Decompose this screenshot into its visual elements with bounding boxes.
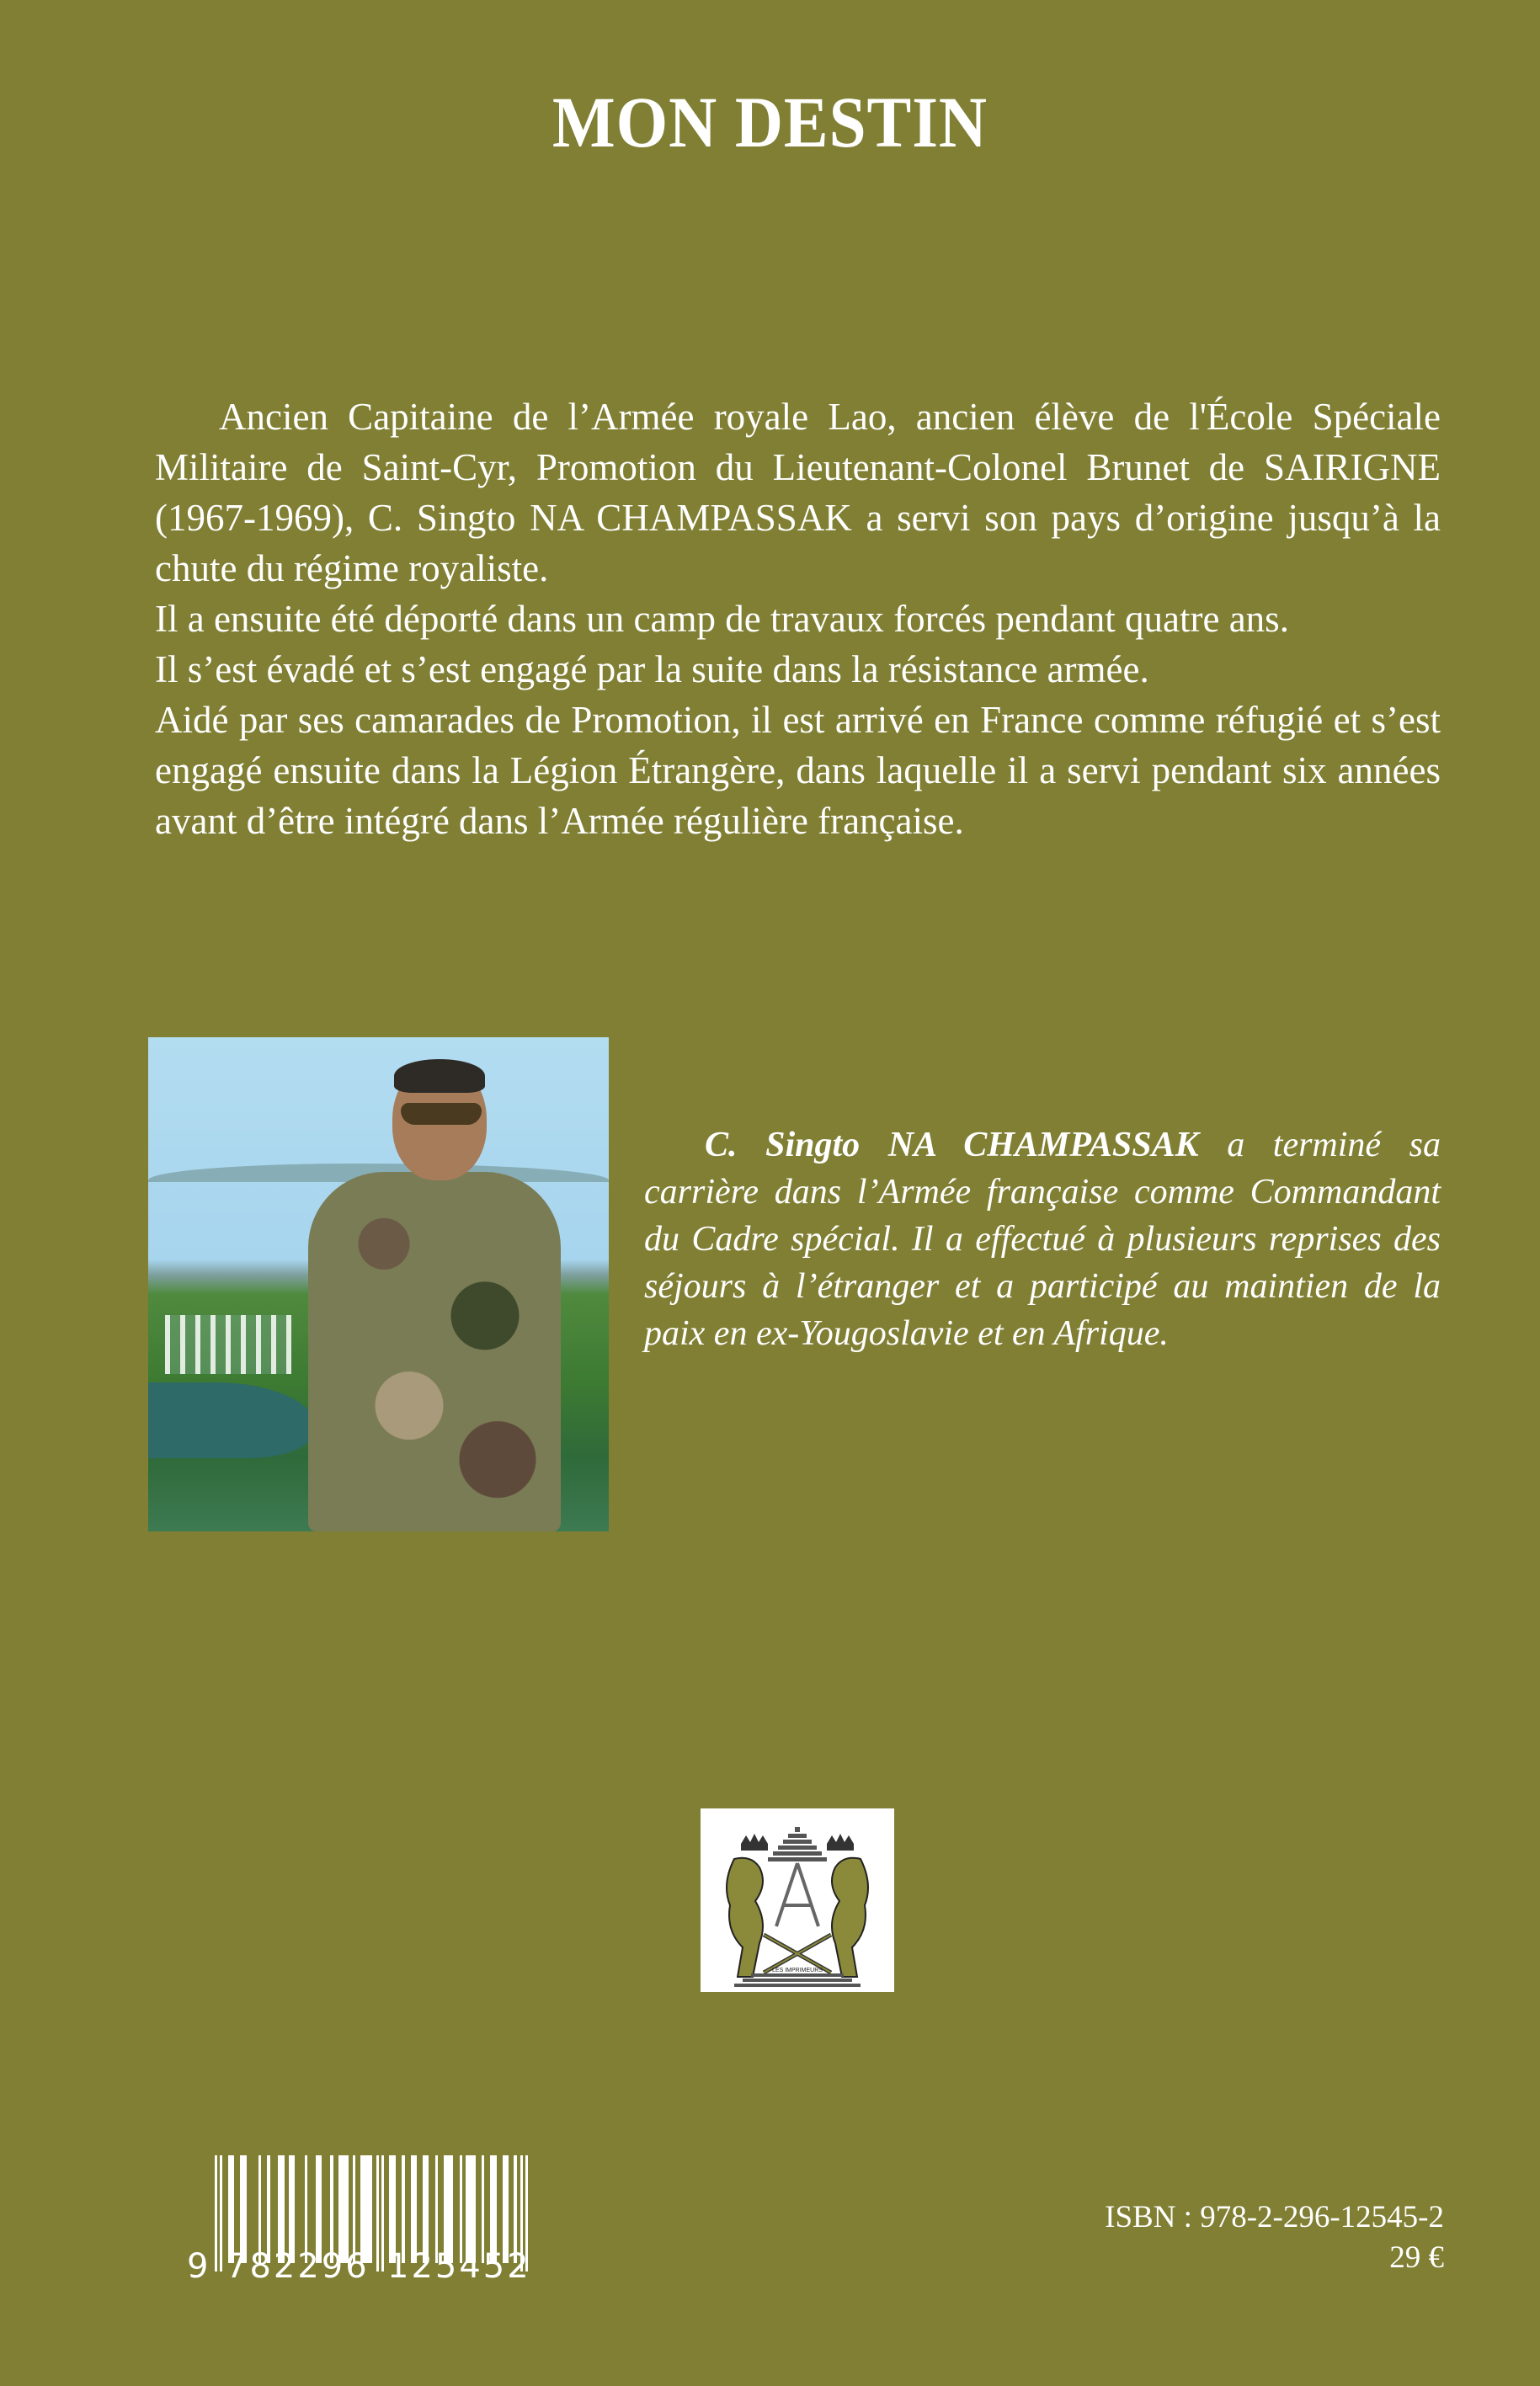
isbn-barcode [187, 2147, 532, 2282]
barcode-right-group: 125452 [387, 2247, 531, 2282]
heraldic-lions-crest-icon [701, 1808, 894, 1992]
barcode-first-digit: 9 [187, 2247, 209, 2282]
photo-uniform [308, 1172, 561, 1531]
bio-paragraph: Aidé par ses camarades de Promotion, il est arrivé en France comme réfugié et s’est engagé ensuite dans la Légion Étrangère, dans laquelle il a servi pendant six années avant d’être intégré dans l’Armée régulière française. [155, 699, 1441, 842]
svg-text:LES IMPRIMEURS: LES IMPRIMEURS [772, 1968, 823, 1973]
publisher-logo [701, 1808, 894, 1992]
sunglasses-icon [401, 1103, 482, 1125]
bio-paragraph: Il a ensuite été déporté dans un camp de travaux forcés pendant quatre ans. [155, 598, 1289, 640]
bio-paragraph: Ancien Capitaine de l’Armée royale Lao, ancien élève de l'École Spéciale Militaire de Saint-Cyr, Promotion du Lieutenant-Colonel Brunet de SAIRIGNE (1967-1969), C. Singto NA CHAMPASSAK a servi son pays d’origine jusqu’à la chute du régime royaliste. [155, 396, 1441, 589]
photo-hair [394, 1059, 485, 1093]
price-label: 29 € [1389, 2240, 1444, 2275]
photo-waterfalls [165, 1315, 291, 1374]
bio-paragraph: Il s’est évadé et s’est engagé par la suite dans la résistance armée. [155, 648, 1149, 690]
career-summary [644, 1121, 1441, 1357]
barcode-left-group: 782296 [226, 2247, 370, 2282]
author-photo [148, 1037, 609, 1531]
author-biography [155, 391, 1441, 846]
isbn-number: ISBN : 978-2-296-12545-2 [1105, 2200, 1444, 2234]
author-name: C. Singto NA CHAMPASSAK [705, 1126, 1199, 1164]
career-text: a terminé sa carrière dans l’Armée française comme Commandant du Cadre spécial. Il a effectué à plusieurs reprises des séjours à l’étranger et a participé au maintien de la paix en ex-Yougoslavie et en Afrique. [644, 1126, 1441, 1353]
book-title: MON DESTIN [552, 82, 988, 162]
photo-lake [148, 1382, 317, 1458]
